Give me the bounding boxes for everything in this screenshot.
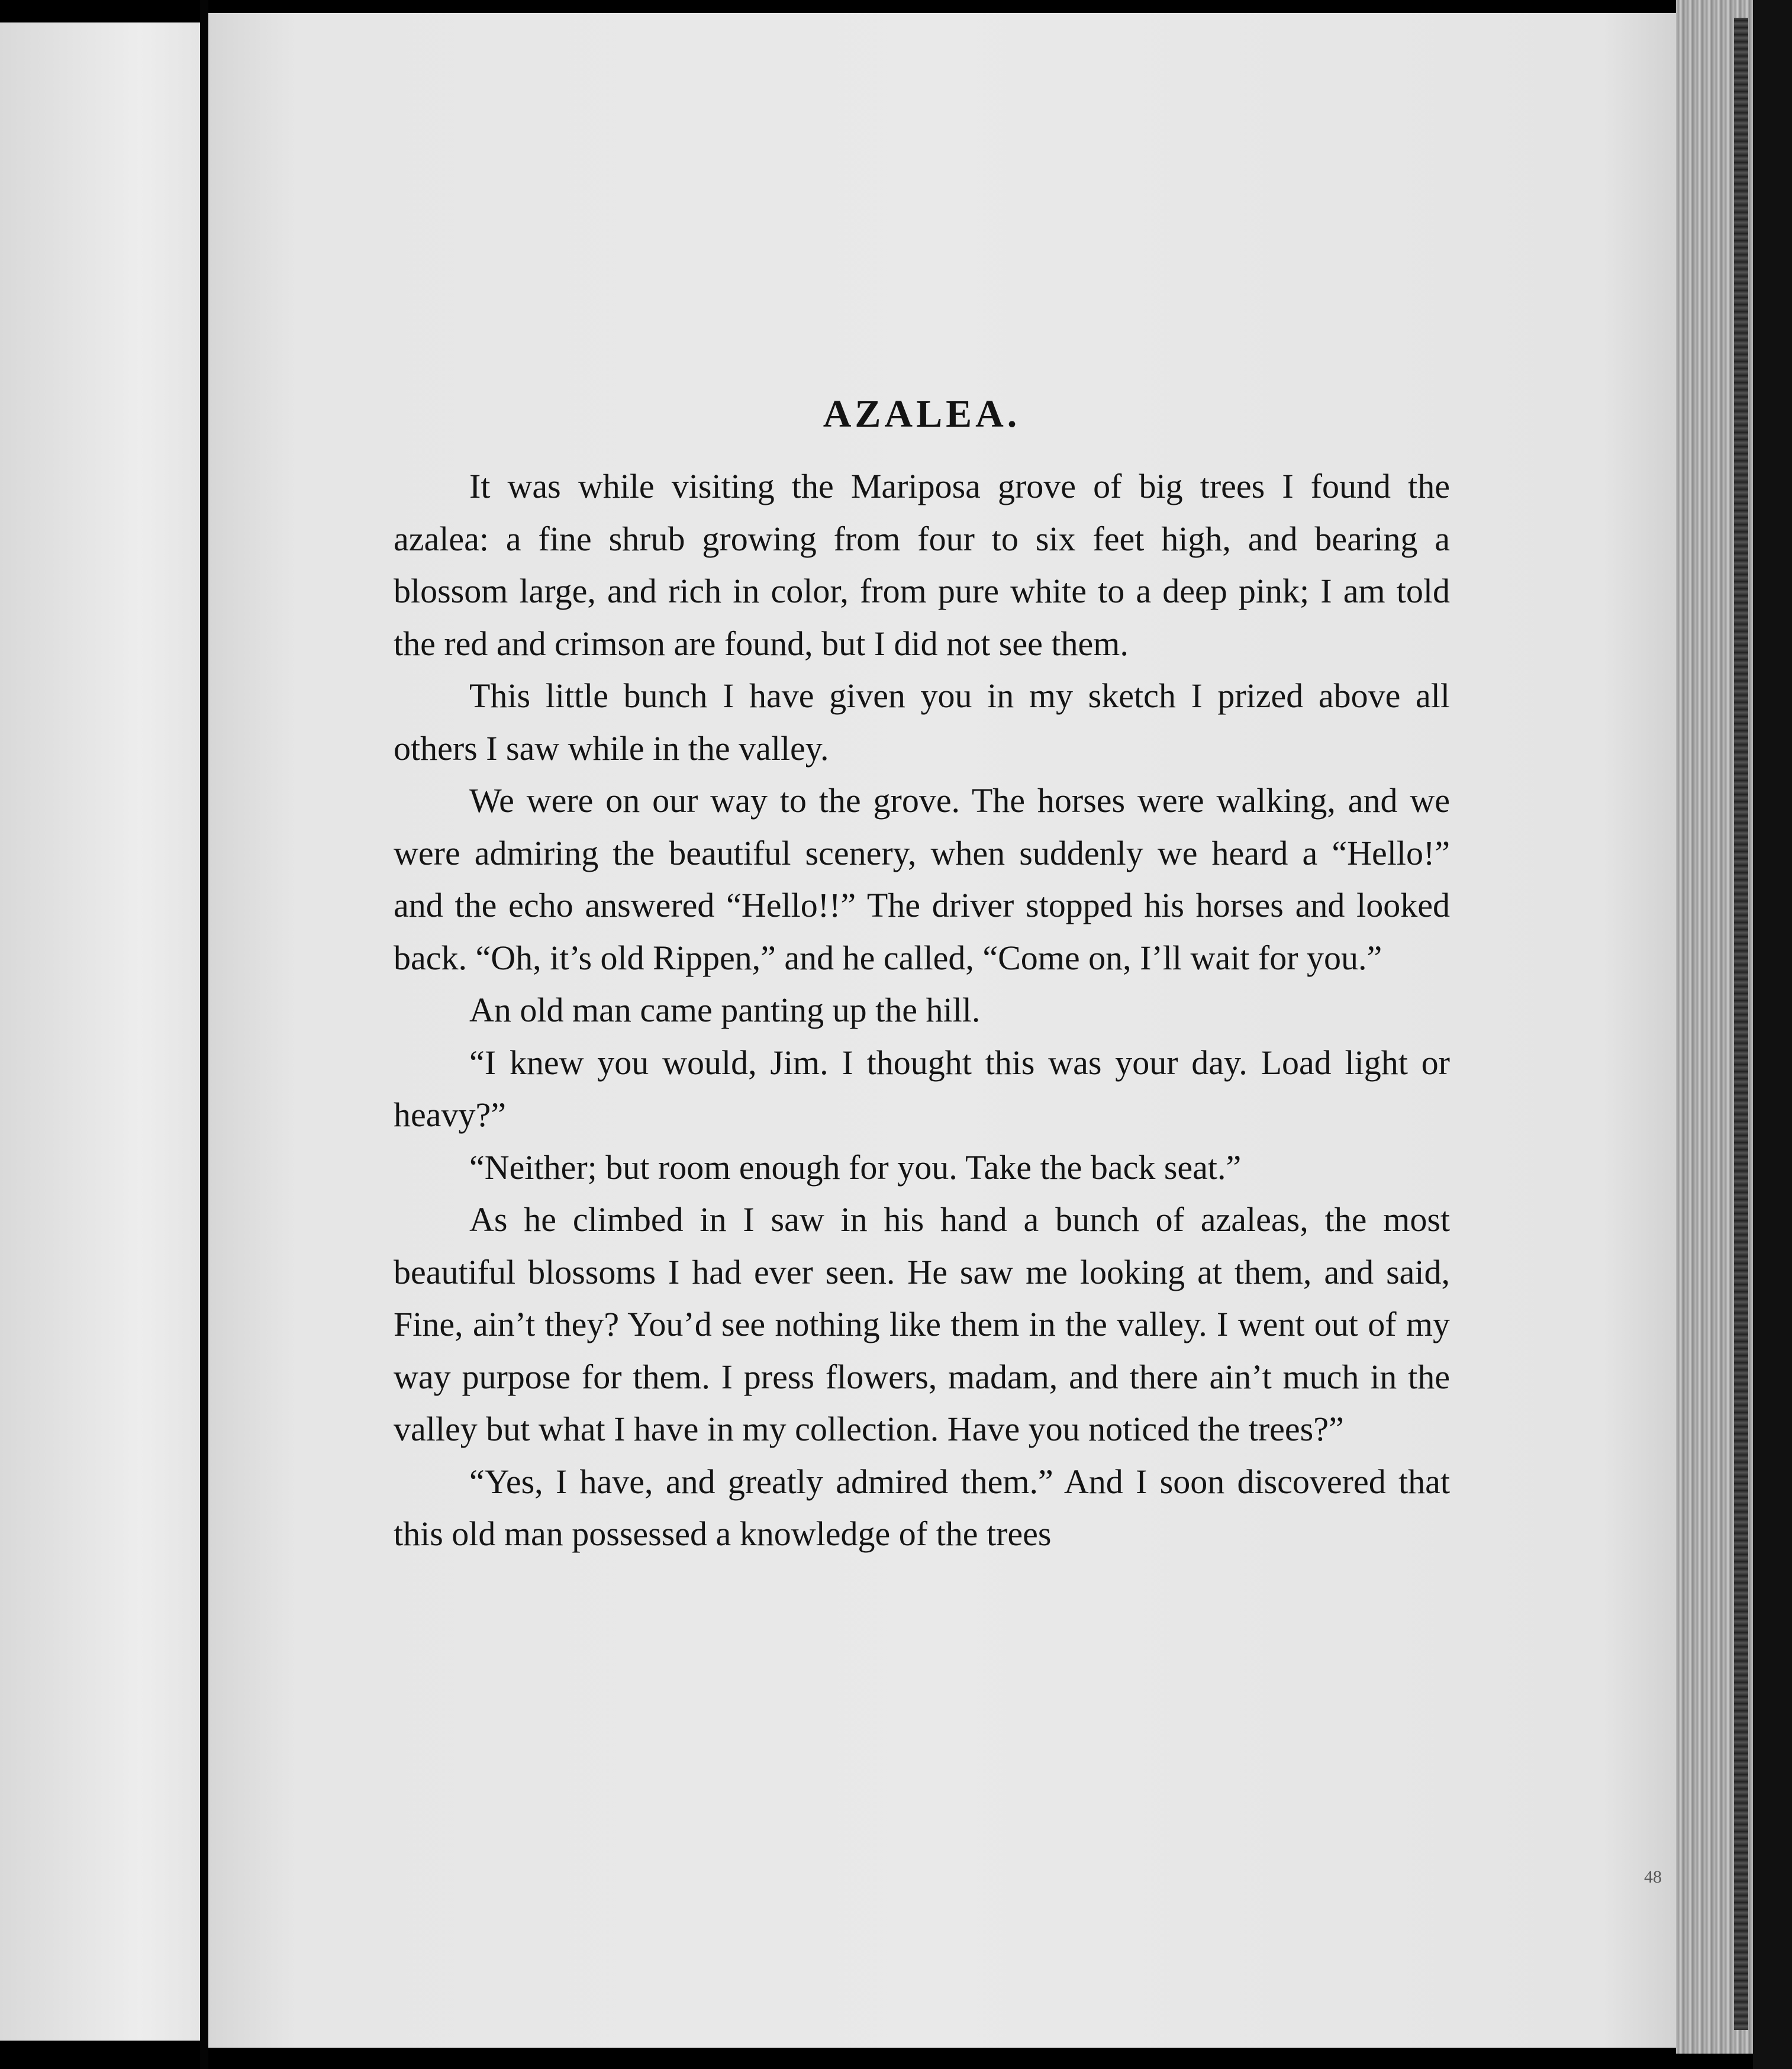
paragraph: We were on our way to the grove. The horses were walking, and we were admiring the beautiful scenery, when suddenly we heard a “Hello!” and the echo answered “Hello!!” The driver stopped his horses and looked back. “Oh, it’s old Rippen,” and he called, “Come on, I’ll wait for you.” — [394, 781, 1450, 977]
paragraph: An old man came panting up the hill. — [469, 991, 981, 1029]
paragraph: This little bunch I have given you in my sketch I prized above all others I saw while in the valley. — [394, 676, 1450, 768]
facing-blank-page — [0, 22, 200, 2041]
paragraph: As he climbed in I saw in his hand a bunch of azaleas, the most beautiful blossoms I had ever seen. He saw me looking at them, and said, Fine, ain’t they? You’d see nothing like them in the valley. I went out of my way purpose for them. I press flowers, madam, and there ain’t much in the valley but what I have in my collection. Have you noticed the trees?” — [394, 1200, 1450, 1448]
page-text — [394, 391, 1450, 1561]
paragraph: “I knew you would, Jim. I thought this was your day. Load light or heavy?” — [394, 1043, 1450, 1134]
chapter-title: AZALEA. — [823, 392, 1021, 436]
paragraph: It was while visiting the Mariposa grove of big trees I found the azalea: a fine shrub growing from four to six feet high, and bearing a blossom large, and rich in color, from pure white to a deep pink; I am told the red and crimson are found, but I did not see them. — [394, 467, 1450, 663]
paragraph: “Yes, I have, and greatly admired them.” And I soon discovered that this old man possessed a knowledge of the trees — [394, 1462, 1450, 1553]
cover-edge-texture — [1734, 18, 1748, 2030]
book-cover — [1753, 0, 1792, 2069]
page-number: 48 — [1644, 1867, 1662, 1887]
paragraph: “Neither; but room enough for you. Take the back seat.” — [469, 1148, 1242, 1187]
book-gutter — [200, 0, 208, 2069]
